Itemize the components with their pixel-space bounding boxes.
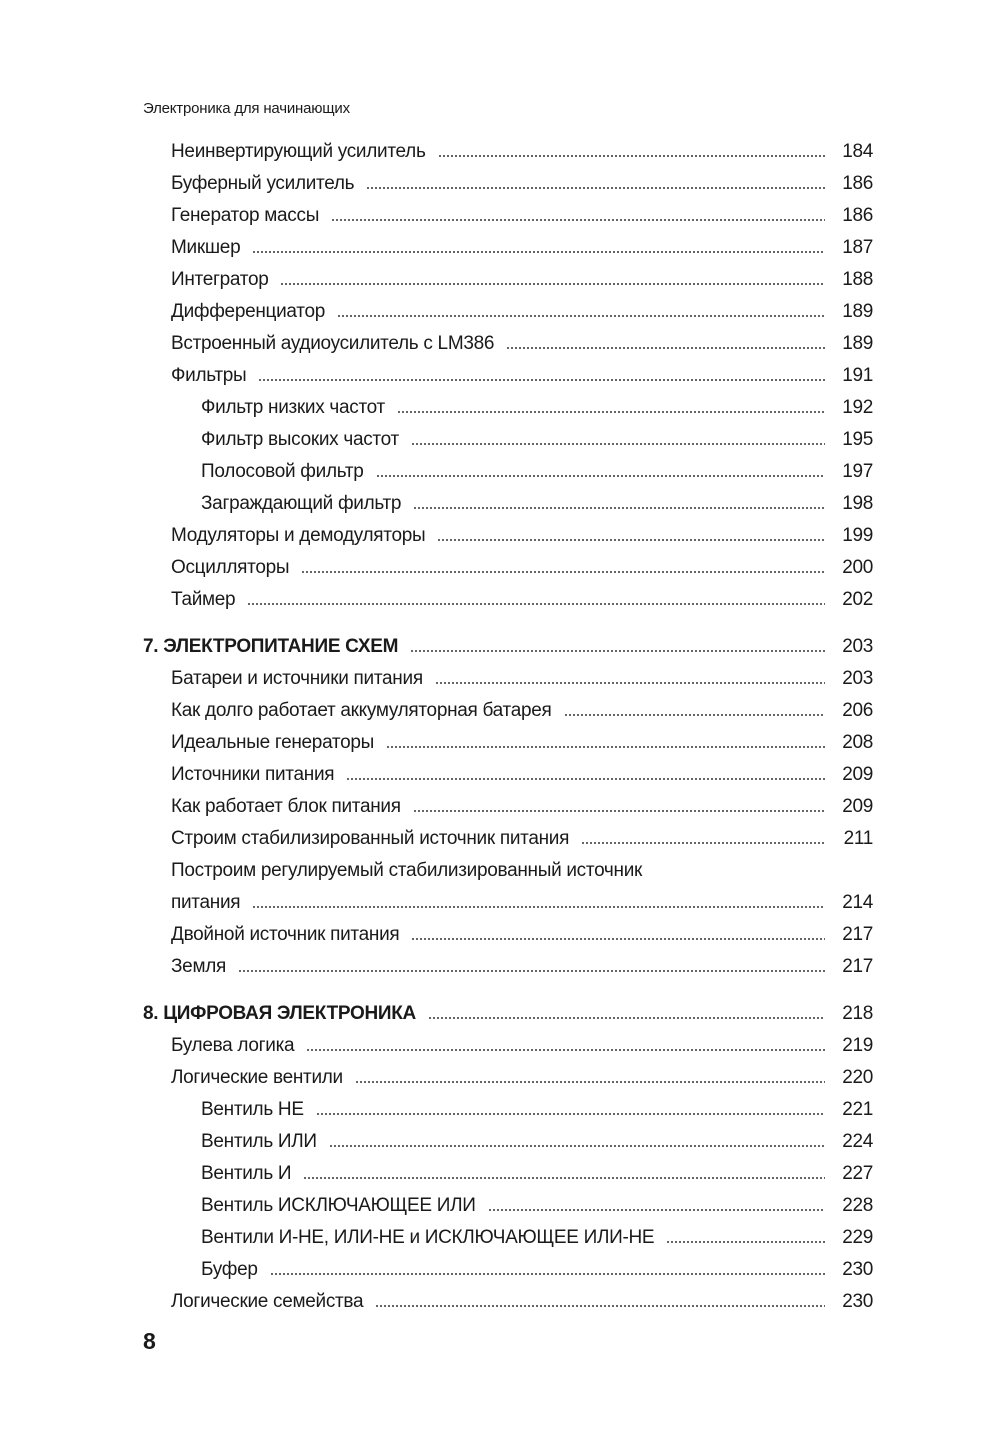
toc-entry[interactable] xyxy=(143,200,873,232)
dot-leader xyxy=(376,475,825,477)
entry-page-number: 184 xyxy=(842,141,873,162)
dot-leader xyxy=(366,187,825,189)
dot-leader xyxy=(280,283,825,285)
entry-page-number: 186 xyxy=(842,173,873,194)
entry-title: Генератор массы xyxy=(171,205,320,226)
entry-title: Логические семейства xyxy=(171,1291,364,1312)
entry-title: Вентиль ИЛИ xyxy=(201,1131,317,1152)
entry-page-number: 203 xyxy=(842,668,873,689)
entry-title: питания xyxy=(171,892,241,913)
entry-title: Фильтр низких частот xyxy=(201,397,385,418)
entry-page-number: 227 xyxy=(842,1163,873,1184)
dot-leader xyxy=(238,970,825,972)
toc-entry[interactable] xyxy=(143,360,873,392)
dot-leader xyxy=(346,778,825,780)
dot-leader xyxy=(270,1273,825,1275)
entry-page-number: 228 xyxy=(842,1195,873,1216)
entry-page-number: 203 xyxy=(842,636,873,657)
dot-leader xyxy=(581,842,825,844)
dot-leader xyxy=(258,379,825,381)
entry-page-number: 197 xyxy=(842,461,873,482)
entry-page-number: 218 xyxy=(842,1003,873,1024)
toc-entry[interactable] xyxy=(143,695,873,727)
toc-entry[interactable] xyxy=(143,328,873,360)
entry-title: Полосовой фильтр xyxy=(201,461,364,482)
entry-page-number: 186 xyxy=(842,205,873,226)
toc-entry[interactable] xyxy=(143,1190,873,1222)
toc-entry[interactable] xyxy=(143,727,873,759)
toc-entry[interactable] xyxy=(143,855,873,887)
entry-title: Вентили И-НЕ, ИЛИ-НЕ и ИСКЛЮЧАЮЩЕЕ ИЛИ-НЕ xyxy=(201,1227,655,1248)
toc-entry[interactable] xyxy=(143,759,873,791)
toc-entry[interactable] xyxy=(143,1062,873,1094)
entry-page-number: 230 xyxy=(842,1291,873,1312)
dot-leader xyxy=(488,1209,825,1211)
toc-entry[interactable] xyxy=(143,168,873,200)
entry-page-number: 202 xyxy=(842,589,873,610)
entry-page-number: 189 xyxy=(842,333,873,354)
entry-title: Встроенный аудиоусилитель с LM386 xyxy=(171,333,495,354)
entry-title: Буфер xyxy=(201,1259,258,1280)
toc-chapter-entry[interactable] xyxy=(143,631,873,663)
toc-entry[interactable] xyxy=(143,296,873,328)
toc-entry[interactable] xyxy=(143,663,873,695)
entry-page-number: 229 xyxy=(842,1227,873,1248)
toc-entry[interactable] xyxy=(143,1158,873,1190)
toc-entry[interactable] xyxy=(143,456,873,488)
entry-title: Неинвертирующий усилитель xyxy=(171,141,426,162)
entry-title: Вентиль НЕ xyxy=(201,1099,304,1120)
entry-title: Построим регулируемый стабилизированный источник xyxy=(171,860,643,881)
running-head: Электроника для начинающих xyxy=(143,100,350,117)
toc-entry[interactable] xyxy=(143,552,873,584)
entry-page-number: 191 xyxy=(842,365,873,386)
toc-entry[interactable] xyxy=(143,887,873,919)
entry-title: Логические вентили xyxy=(171,1067,343,1088)
dot-leader xyxy=(303,1177,825,1179)
dot-leader xyxy=(428,1017,825,1019)
entry-page-number: 187 xyxy=(842,237,873,258)
dot-leader xyxy=(506,347,825,349)
entry-title: Как работает блок питания xyxy=(171,796,401,817)
toc-entry[interactable] xyxy=(143,136,873,168)
dot-leader xyxy=(316,1113,825,1115)
entry-page-number: 214 xyxy=(842,892,873,913)
entry-title: Микшер xyxy=(171,237,241,258)
entry-page-number: 209 xyxy=(842,796,873,817)
entry-title: Источники питания xyxy=(171,764,335,785)
toc-entry[interactable] xyxy=(143,791,873,823)
dot-leader xyxy=(337,315,825,317)
entry-page-number: 192 xyxy=(842,397,873,418)
dot-leader xyxy=(437,539,825,541)
dot-leader xyxy=(386,746,825,748)
toc-entry[interactable] xyxy=(143,919,873,951)
toc-entry[interactable] xyxy=(143,232,873,264)
dot-leader xyxy=(438,155,825,157)
dot-leader xyxy=(410,650,825,652)
entry-page-number: 198 xyxy=(842,493,873,514)
toc-chapter-entry[interactable] xyxy=(143,998,873,1030)
entry-page-number: 209 xyxy=(842,764,873,785)
dot-leader xyxy=(252,906,825,908)
entry-title: Заграждающий фильтр xyxy=(201,493,402,514)
entry-page-number: 220 xyxy=(842,1067,873,1088)
dot-leader xyxy=(306,1049,825,1051)
dot-leader xyxy=(301,571,825,573)
entry-title: Идеальные генераторы xyxy=(171,732,374,753)
entry-page-number: 217 xyxy=(842,924,873,945)
entry-title: Дифференциатор xyxy=(171,301,326,322)
entry-page-number: 219 xyxy=(842,1035,873,1056)
entry-title: Двойной источник питания xyxy=(171,924,400,945)
entry-page-number: 206 xyxy=(842,700,873,721)
toc-entry[interactable] xyxy=(143,488,873,520)
entry-title: Фильтр высоких частот xyxy=(201,429,399,450)
entry-page-number: 224 xyxy=(842,1131,873,1152)
table-of-contents xyxy=(143,136,873,1318)
toc-entry[interactable] xyxy=(143,264,873,296)
entry-page-number: 230 xyxy=(842,1259,873,1280)
entry-title: Строим стабилизированный источник питания xyxy=(171,828,570,849)
entry-title: Фильтры xyxy=(171,365,247,386)
dot-leader xyxy=(411,938,825,940)
entry-page-number: 208 xyxy=(842,732,873,753)
dot-leader xyxy=(413,507,825,509)
toc-entry[interactable] xyxy=(143,1254,873,1286)
toc-entry[interactable] xyxy=(143,1126,873,1158)
entry-title: Таймер xyxy=(171,589,236,610)
dot-leader xyxy=(331,219,825,221)
dot-leader xyxy=(666,1241,825,1243)
entry-page-number: 189 xyxy=(842,301,873,322)
dot-leader xyxy=(397,411,825,413)
entry-page-number: 200 xyxy=(842,557,873,578)
dot-leader xyxy=(355,1081,825,1083)
dot-leader xyxy=(413,810,825,812)
toc-entry[interactable] xyxy=(143,1286,873,1318)
entry-title: Как долго работает аккумуляторная батарея xyxy=(171,700,552,721)
toc-entry[interactable] xyxy=(143,1222,873,1254)
toc-entry[interactable] xyxy=(143,584,873,616)
dot-leader xyxy=(375,1305,825,1307)
dot-leader xyxy=(329,1145,825,1147)
entry-title: 7. ЭЛЕКТРОПИТАНИЕ СХЕМ xyxy=(143,636,399,657)
entry-title: 8. ЦИФРОВАЯ ЭЛЕКТРОНИКА xyxy=(143,1003,416,1024)
entry-title: Осцилляторы xyxy=(171,557,290,578)
toc-entry[interactable] xyxy=(143,951,873,983)
entry-title: Интегратор xyxy=(171,269,269,290)
entry-page-number: 217 xyxy=(842,956,873,977)
toc-entry[interactable] xyxy=(143,424,873,456)
dot-leader xyxy=(247,603,825,605)
entry-title: Вентиль ИСКЛЮЧАЮЩЕЕ ИЛИ xyxy=(201,1195,476,1216)
dot-leader xyxy=(411,443,825,445)
toc-entry[interactable] xyxy=(143,1094,873,1126)
dot-leader xyxy=(435,682,825,684)
toc-entry[interactable] xyxy=(143,823,873,855)
page-number: 8 xyxy=(143,1328,156,1354)
entry-page-number: 211 xyxy=(843,828,873,849)
entry-title: Модуляторы и демодуляторы xyxy=(171,525,426,546)
entry-title: Вентиль И xyxy=(201,1163,292,1184)
entry-page-number: 195 xyxy=(842,429,873,450)
dot-leader xyxy=(252,251,825,253)
entry-title: Буферный усилитель xyxy=(171,173,355,194)
entry-page-number: 199 xyxy=(842,525,873,546)
dot-leader xyxy=(564,714,826,716)
toc-entry[interactable] xyxy=(143,520,873,552)
entry-title: Батареи и источники питания xyxy=(171,668,423,689)
toc-entry[interactable] xyxy=(143,392,873,424)
entry-title: Булева логика xyxy=(171,1035,295,1056)
entry-page-number: 221 xyxy=(842,1099,873,1120)
entry-title: Земля xyxy=(171,956,226,977)
entry-page-number: 188 xyxy=(842,269,873,290)
toc-entry[interactable] xyxy=(143,1030,873,1062)
